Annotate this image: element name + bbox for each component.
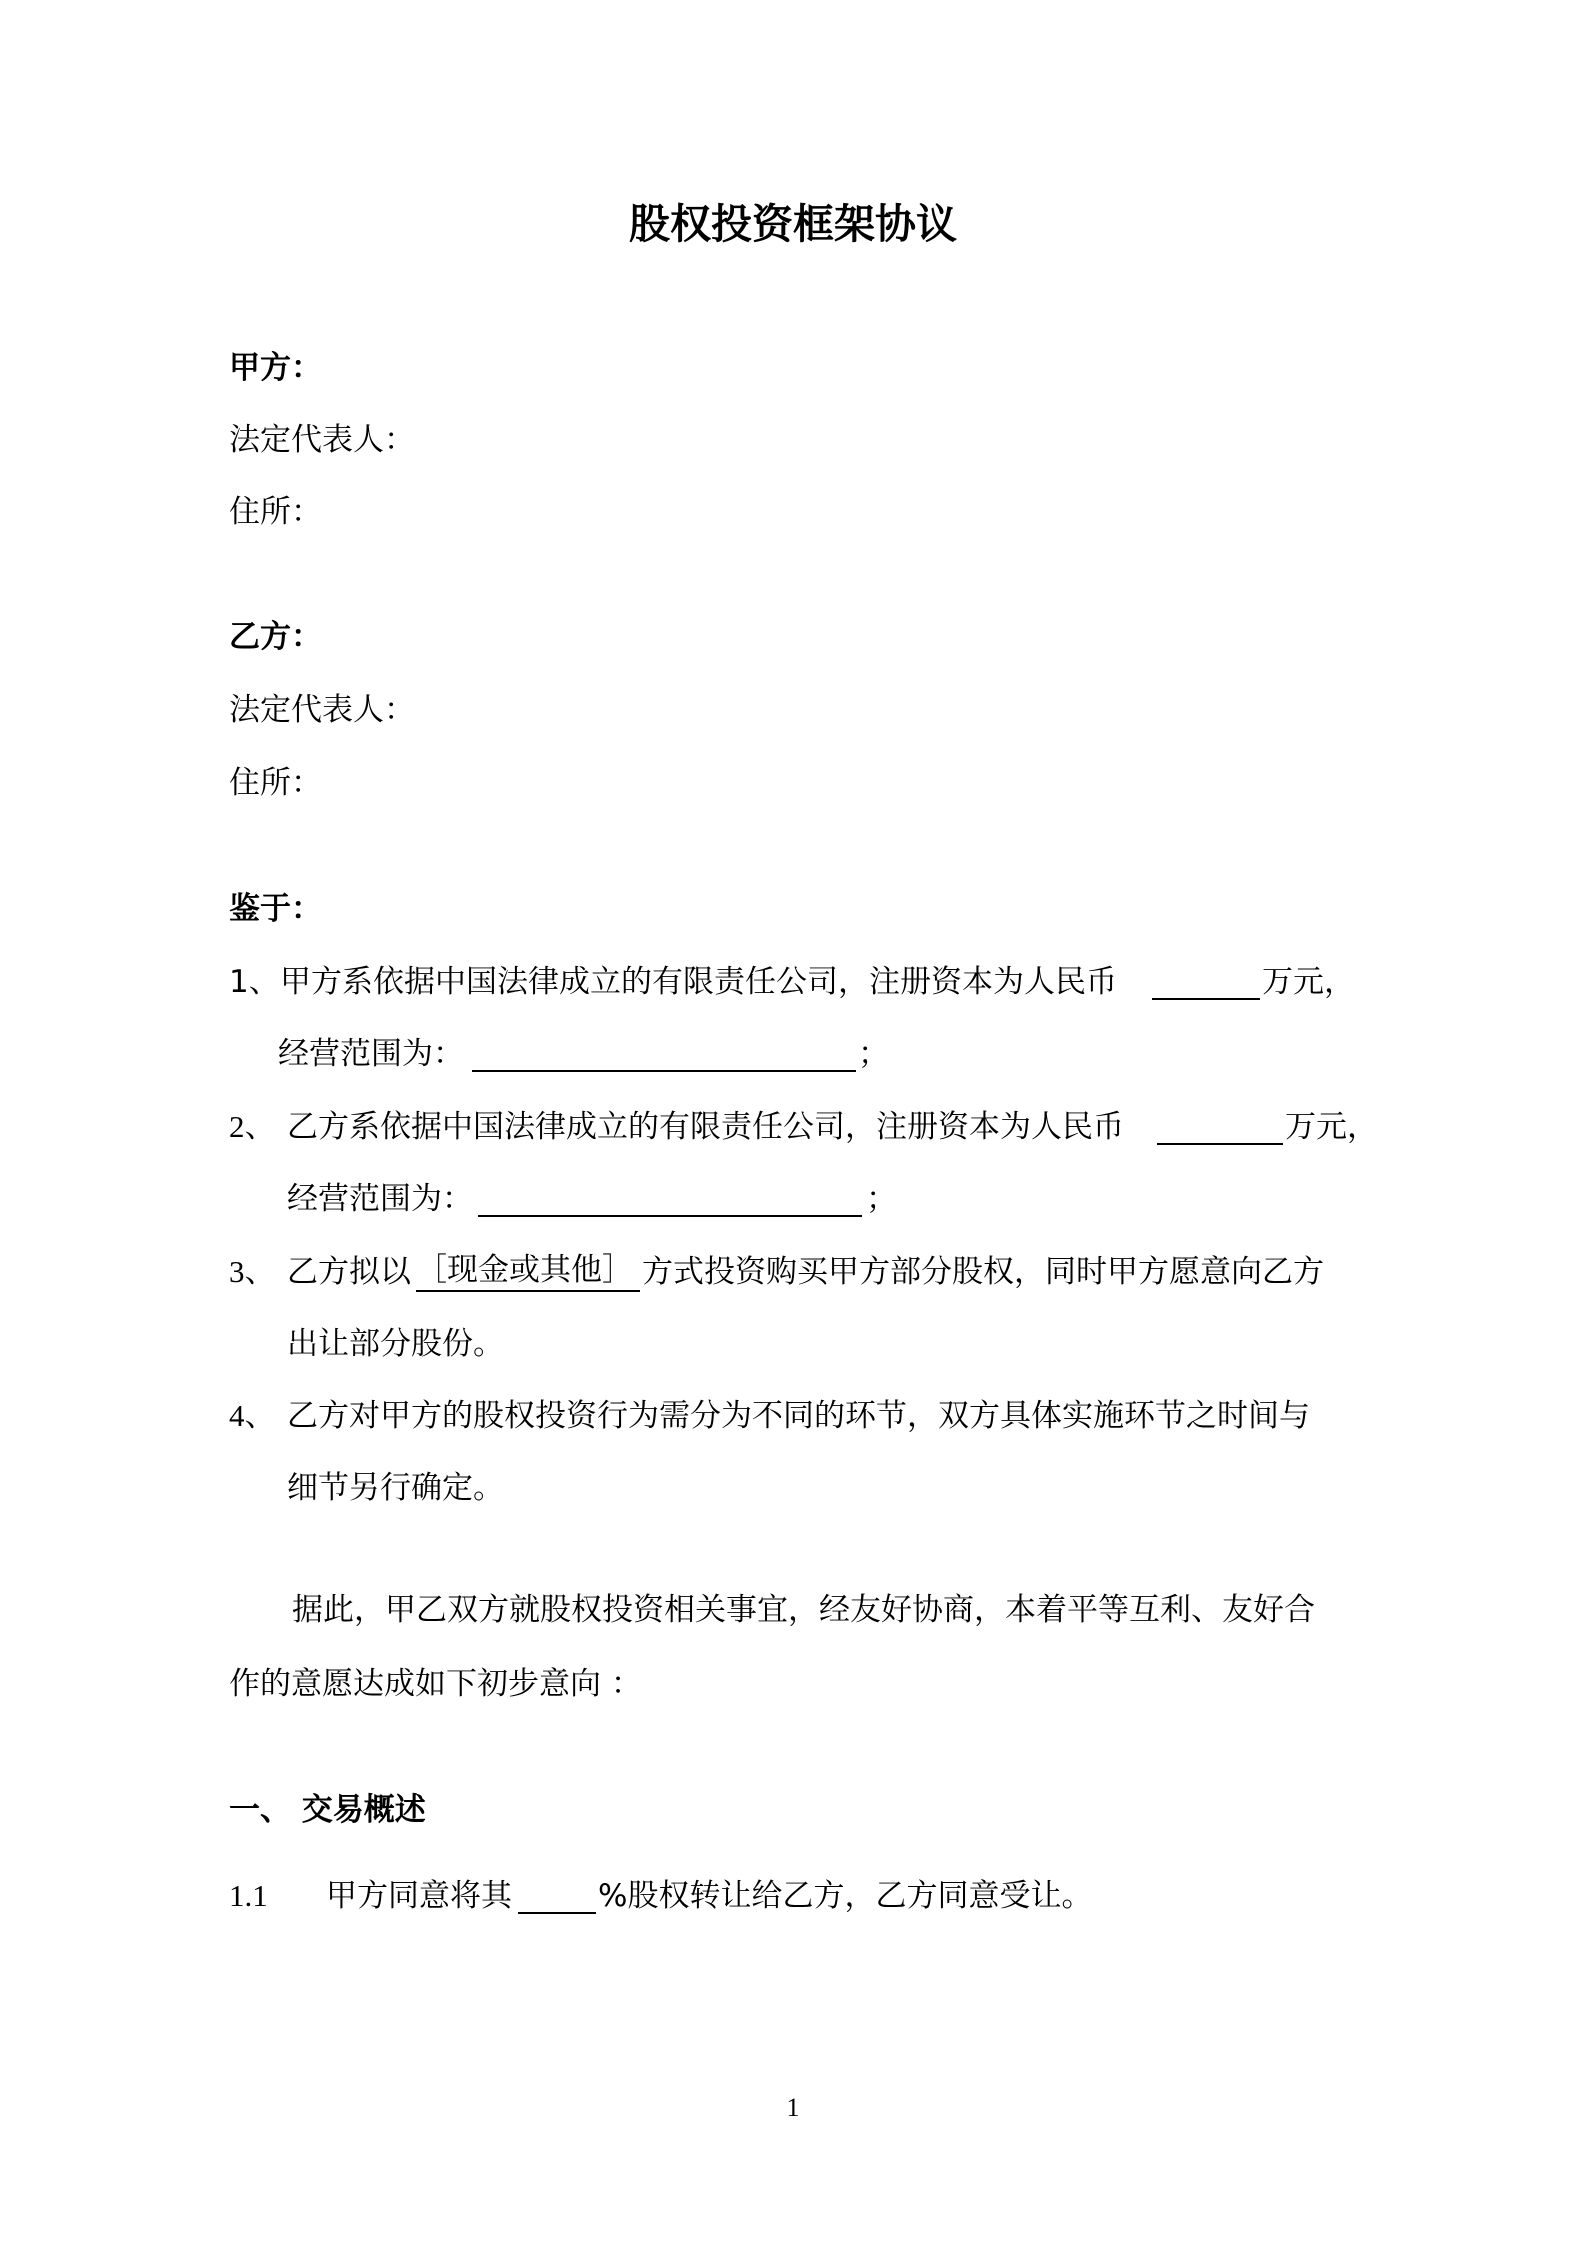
registered-capital-blank-a xyxy=(1152,998,1260,1000)
whereas-item-4-text-b: 细节另行确定。 xyxy=(287,1470,504,1506)
whereas-item-1-number: 1、 xyxy=(229,964,280,1000)
whereas-item-3-text-a: 乙方拟以 xyxy=(287,1254,411,1290)
business-scope-blank-b xyxy=(478,1215,862,1217)
whereas-label: 鉴于： xyxy=(229,891,322,927)
equity-percentage-blank xyxy=(518,1912,596,1914)
whereas-item-1-text: 甲方系依据中国法律成立的有限责任公司，注册资本为人民币 xyxy=(280,964,1117,1000)
party-a-label: 甲方： xyxy=(229,350,322,386)
party-b-label: 乙方： xyxy=(229,619,322,655)
whereas-item-3-text-c: 出让部分股份。 xyxy=(287,1326,504,1362)
preamble-line-1: 据此，甲乙双方就股权投资相关事宜，经友好协商，本着平等互利、友好合 xyxy=(292,1592,1315,1628)
whereas-item-4-text-a: 乙方对甲方的股权投资行为需分为不同的环节，双方具体实施环节之时间与 xyxy=(287,1398,1310,1434)
whereas-item-1-unit: 万元， xyxy=(1262,964,1355,1000)
preamble-line-2: 作的意愿达成如下初步意向 ： xyxy=(229,1666,642,1702)
whereas-item-4-number: 4、 xyxy=(229,1398,276,1433)
section-1-heading: 一、 交易概述 xyxy=(229,1792,426,1828)
whereas-item-1-scope-label: 经营范围为： xyxy=(278,1036,464,1072)
page-number: 1 xyxy=(786,2093,800,2122)
business-scope-blank-a xyxy=(472,1070,856,1072)
whereas-item-2-number: 2、 xyxy=(229,1109,276,1144)
party-a-address-label: 住所： xyxy=(229,494,322,530)
whereas-item-3-number: 3、 xyxy=(229,1254,276,1289)
whereas-item-2-text: 乙方系依据中国法律成立的有限责任公司，注册资本为人民币 xyxy=(287,1109,1124,1145)
whereas-item-2-end: ； xyxy=(866,1181,897,1217)
whereas-item-3-text-b: 方式投资购买甲方部分股权，同时甲方愿意向乙方 xyxy=(642,1254,1324,1290)
whereas-item-2-scope-label: 经营范围为： xyxy=(287,1181,473,1217)
party-b-address-label: 住所： xyxy=(229,765,322,801)
clause-1-1-text-b: %股权转让给乙方，乙方同意受让。 xyxy=(598,1878,1093,1914)
clause-1-1-text-a: 甲方同意将其 xyxy=(326,1878,512,1914)
party-b-rep-label: 法定代表人： xyxy=(229,692,415,728)
whereas-item-2-unit: 万元， xyxy=(1285,1109,1378,1145)
investment-method-field: ［现金或其他］ xyxy=(416,1250,640,1292)
document-title: 股权投资框架协议 xyxy=(629,200,957,248)
party-a-rep-label: 法定代表人： xyxy=(229,422,415,458)
whereas-item-1-end: ； xyxy=(858,1036,889,1072)
registered-capital-blank-b xyxy=(1157,1143,1283,1145)
clause-1-1-number: 1.1 xyxy=(229,1878,268,1913)
